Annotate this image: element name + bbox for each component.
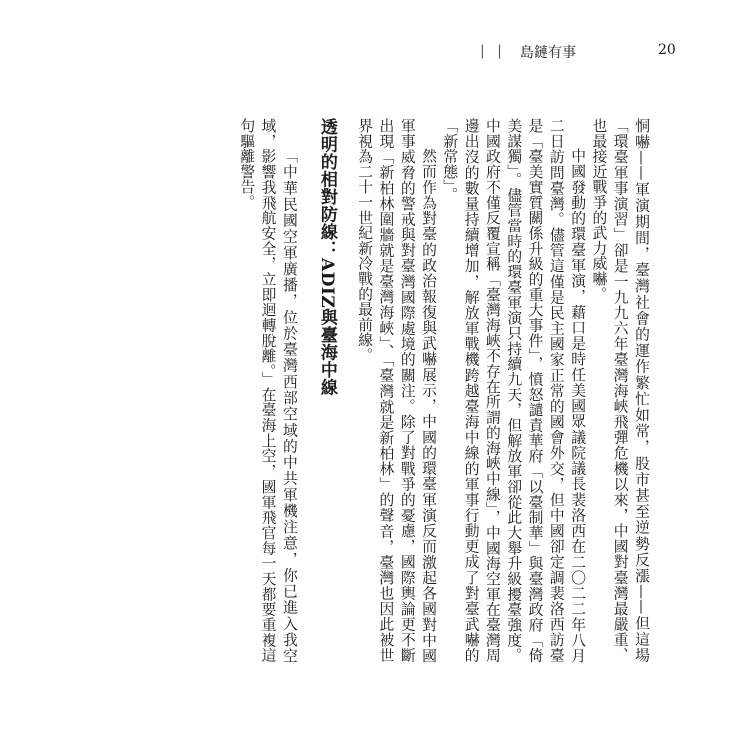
section-spacer-2 [300,118,310,663]
header-separator-bars: | | [480,43,506,59]
page-header [480,42,690,66]
paragraph-4: 「中華民國空軍廣播，位於臺灣西部空域的中共軍機注意，你已進入我空域，影響我飛航安全，立即迴轉脫離。」在臺海上空，國軍飛官每一天都要重複這句驅離警告。 [238,118,298,663]
vertical-text-body [100,118,652,663]
section-spacer [344,118,354,663]
paragraph-2: 中國發動的環臺軍演，藉口是時任美國眾議院議長裴洛西在二〇二二年八月二日訪問臺灣。儘管這僅是民主國家正常的國會外交，但中國卻定調裴洛西訪臺是「臺美實質關係升級的重大事件」，憤怒譴責華府「以臺制華」與臺灣政府「倚美謀獨」。儘管當時的環臺軍演只持續九天，但解放軍卻從此大舉升級擾臺強度。中國政府不僅反覆宣稱「臺灣海峽不存在所謂的海峽中線」，中國海空軍在臺灣周邊出沒的數量持續增加，解放軍戰機跨越臺海中線的軍事行動更成了對臺武嚇的「新常態」。 [441,118,587,663]
page-number: 20 [658,42,676,58]
paragraph-1: 恫嚇——軍演期間，臺灣社會的運作繁忙如常，股市甚至逆勢反漲——但這場「環臺軍事演習」卻是一九九六年臺灣海峽飛彈危機以來，中國對臺灣最嚴重、也最接近戰爭的武力威嚇。 [590,118,650,663]
running-title: 島鏈有事 [520,45,576,61]
section-heading: 透明的相對防線：ADIZ與臺海中線 [316,118,337,396]
paragraph-3: 然而作為對臺的政治報復與武嚇展示，中國的環臺軍演反而激起各國對中國軍事威脅的警戒與對臺灣國際處境的關注。除了對戰爭的憂慮，國際輿論更不斷出現「新柏林圍牆就是臺灣海峽」、「臺灣就是新柏林」的聲音，臺灣也因此被世界視為二十一世紀新冷戰的最前線。 [356,118,438,663]
